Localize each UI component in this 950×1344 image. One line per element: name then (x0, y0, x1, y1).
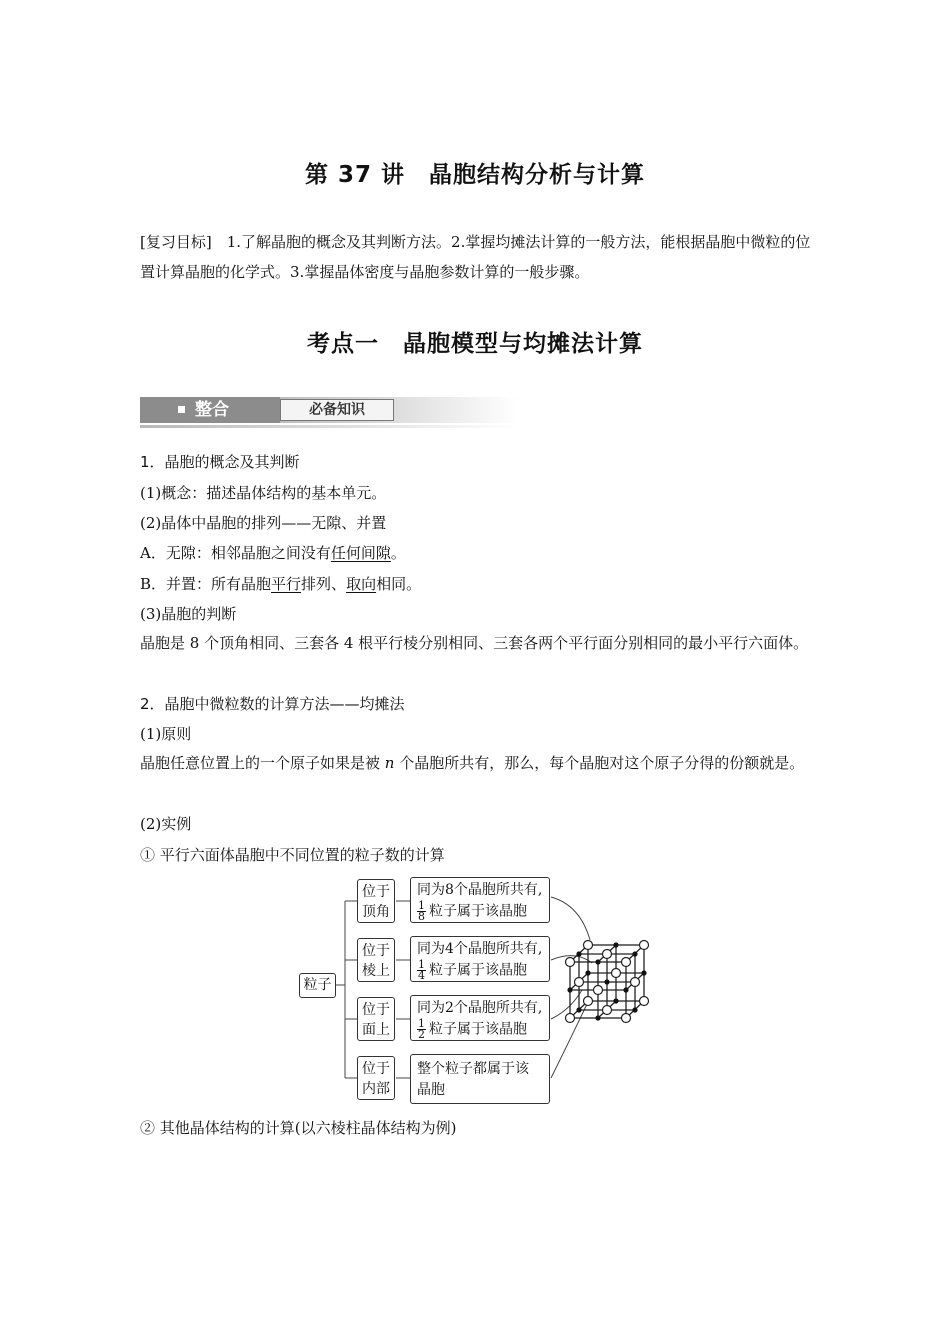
fraction-denominator: 2 (418, 1028, 425, 1041)
paragraph-example-1: ① 平行六面体晶胞中不同位置的粒子数的计算 (140, 846, 445, 864)
cube-lattice (570, 945, 644, 1018)
paragraph-principle: (1)原则 (140, 725, 192, 743)
description-interior-line1: 整个粒子都属于该 (417, 1061, 529, 1077)
paragraph-judgement: (3)晶胞的判断 (140, 605, 237, 623)
page-title: 第 37 讲 晶胞结构分析与计算 (304, 162, 646, 188)
fraction-numerator: 1 (418, 899, 425, 912)
position-corner-line1: 位于 (362, 884, 390, 900)
position-corner-line2: 顶角 (362, 904, 390, 920)
square-bullet-icon (178, 406, 185, 413)
description-edge-line2: 粒子属于该晶胞 (429, 962, 527, 979)
paragraph-judgement-body: 晶胞是 8 个顶角相同、三套各 4 根平行棱分别相同、三套各两个平行面分别相同的最小平行六面体。 (140, 634, 809, 652)
objectives-label: [复习目标] (140, 233, 212, 251)
banner-underline (140, 425, 518, 428)
position-edge-line1: 位于 (362, 943, 390, 959)
item-b-blank-1: 平行 (271, 575, 302, 593)
banner-tab: 必备知识 (280, 399, 394, 421)
paragraph-principle-body (140, 748, 812, 778)
position-interior-line1: 位于 (362, 1061, 390, 1077)
description-interior (410, 1054, 550, 1104)
item-b-mid: 排列、 (301, 575, 347, 593)
diagram-root: 粒子 (299, 973, 336, 998)
description-face (410, 995, 550, 1041)
item-a-blank: 任何间隙 (330, 544, 391, 562)
description-corner (410, 877, 550, 923)
heading-2: 2．晶胞中微粒数的计算方法——均摊法 (140, 695, 405, 713)
description-corner-line2: 粒子属于该晶胞 (429, 903, 527, 920)
section-title: 考点一 晶胞模型与均摊法计算 (307, 331, 643, 357)
position-edge-line2: 棱上 (362, 963, 390, 979)
banner-left-label: 整合 (195, 400, 229, 420)
review-objectives (140, 227, 812, 287)
heading-1: 1．晶胞的概念及其判断 (140, 453, 300, 471)
banner-integrate (140, 397, 280, 423)
principle-variable: n (384, 754, 395, 772)
objectives-text: 1.了解晶胞的概念及其判断方法。2.掌握均摊法计算的一般方法，能根据晶胞中微粒的位置计算晶胞的化学式。3.掌握晶体密度与晶胞参数计算的一般步骤。 (140, 233, 811, 281)
paragraph-example: (2)实例 (140, 815, 192, 833)
paragraph-example-2: ② 其他晶体结构的计算(以六棱柱晶体结构为例) (140, 1119, 457, 1137)
position-corner (357, 879, 395, 923)
item-b-prefix: B．并置：所有晶胞 (140, 575, 272, 593)
fraction-denominator: 4 (418, 969, 425, 982)
principle-prefix: 晶胞任意位置上的一个原子如果是被 (140, 754, 385, 772)
fraction-1-8 (417, 901, 426, 922)
paragraph-arrangement: (2)晶体中晶胞的排列——无隙、并置 (140, 514, 387, 532)
position-interior (357, 1056, 395, 1100)
paragraph-concept: (1)概念：描述晶体结构的基本单元。 (140, 484, 387, 502)
fraction-numerator: 1 (418, 958, 425, 971)
position-interior-line2: 内部 (362, 1081, 390, 1097)
fraction-1-4 (417, 960, 426, 981)
principle-suffix: 个晶胞所共有，那么，每个晶胞对这个原子分得的份额就是。 (394, 754, 805, 772)
description-face-line1: 同为2个晶胞所共有, (417, 1000, 543, 1016)
fraction-1-2 (417, 1019, 426, 1040)
description-edge (410, 936, 550, 982)
position-face-line1: 位于 (362, 1002, 390, 1018)
position-edge (357, 938, 395, 982)
item-b-blank-2: 取向 (346, 575, 377, 593)
description-edge-line1: 同为4个晶胞所共有, (417, 941, 543, 957)
item-a-suffix: 。 (390, 544, 406, 562)
description-corner-line1: 同为8个晶胞所共有, (417, 882, 543, 898)
item-a (140, 542, 406, 563)
item-b (140, 573, 421, 594)
position-face-line2: 面上 (362, 1022, 390, 1038)
item-b-suffix: 相同。 (376, 575, 422, 593)
description-face-line2: 粒子属于该晶胞 (429, 1021, 527, 1038)
position-face (357, 997, 395, 1041)
item-a-prefix: A．无隙：相邻晶胞之间没有 (140, 544, 331, 562)
fraction-denominator: 8 (418, 910, 425, 923)
fraction-numerator: 1 (418, 1017, 425, 1030)
description-interior-line2: 晶胞 (417, 1082, 445, 1098)
